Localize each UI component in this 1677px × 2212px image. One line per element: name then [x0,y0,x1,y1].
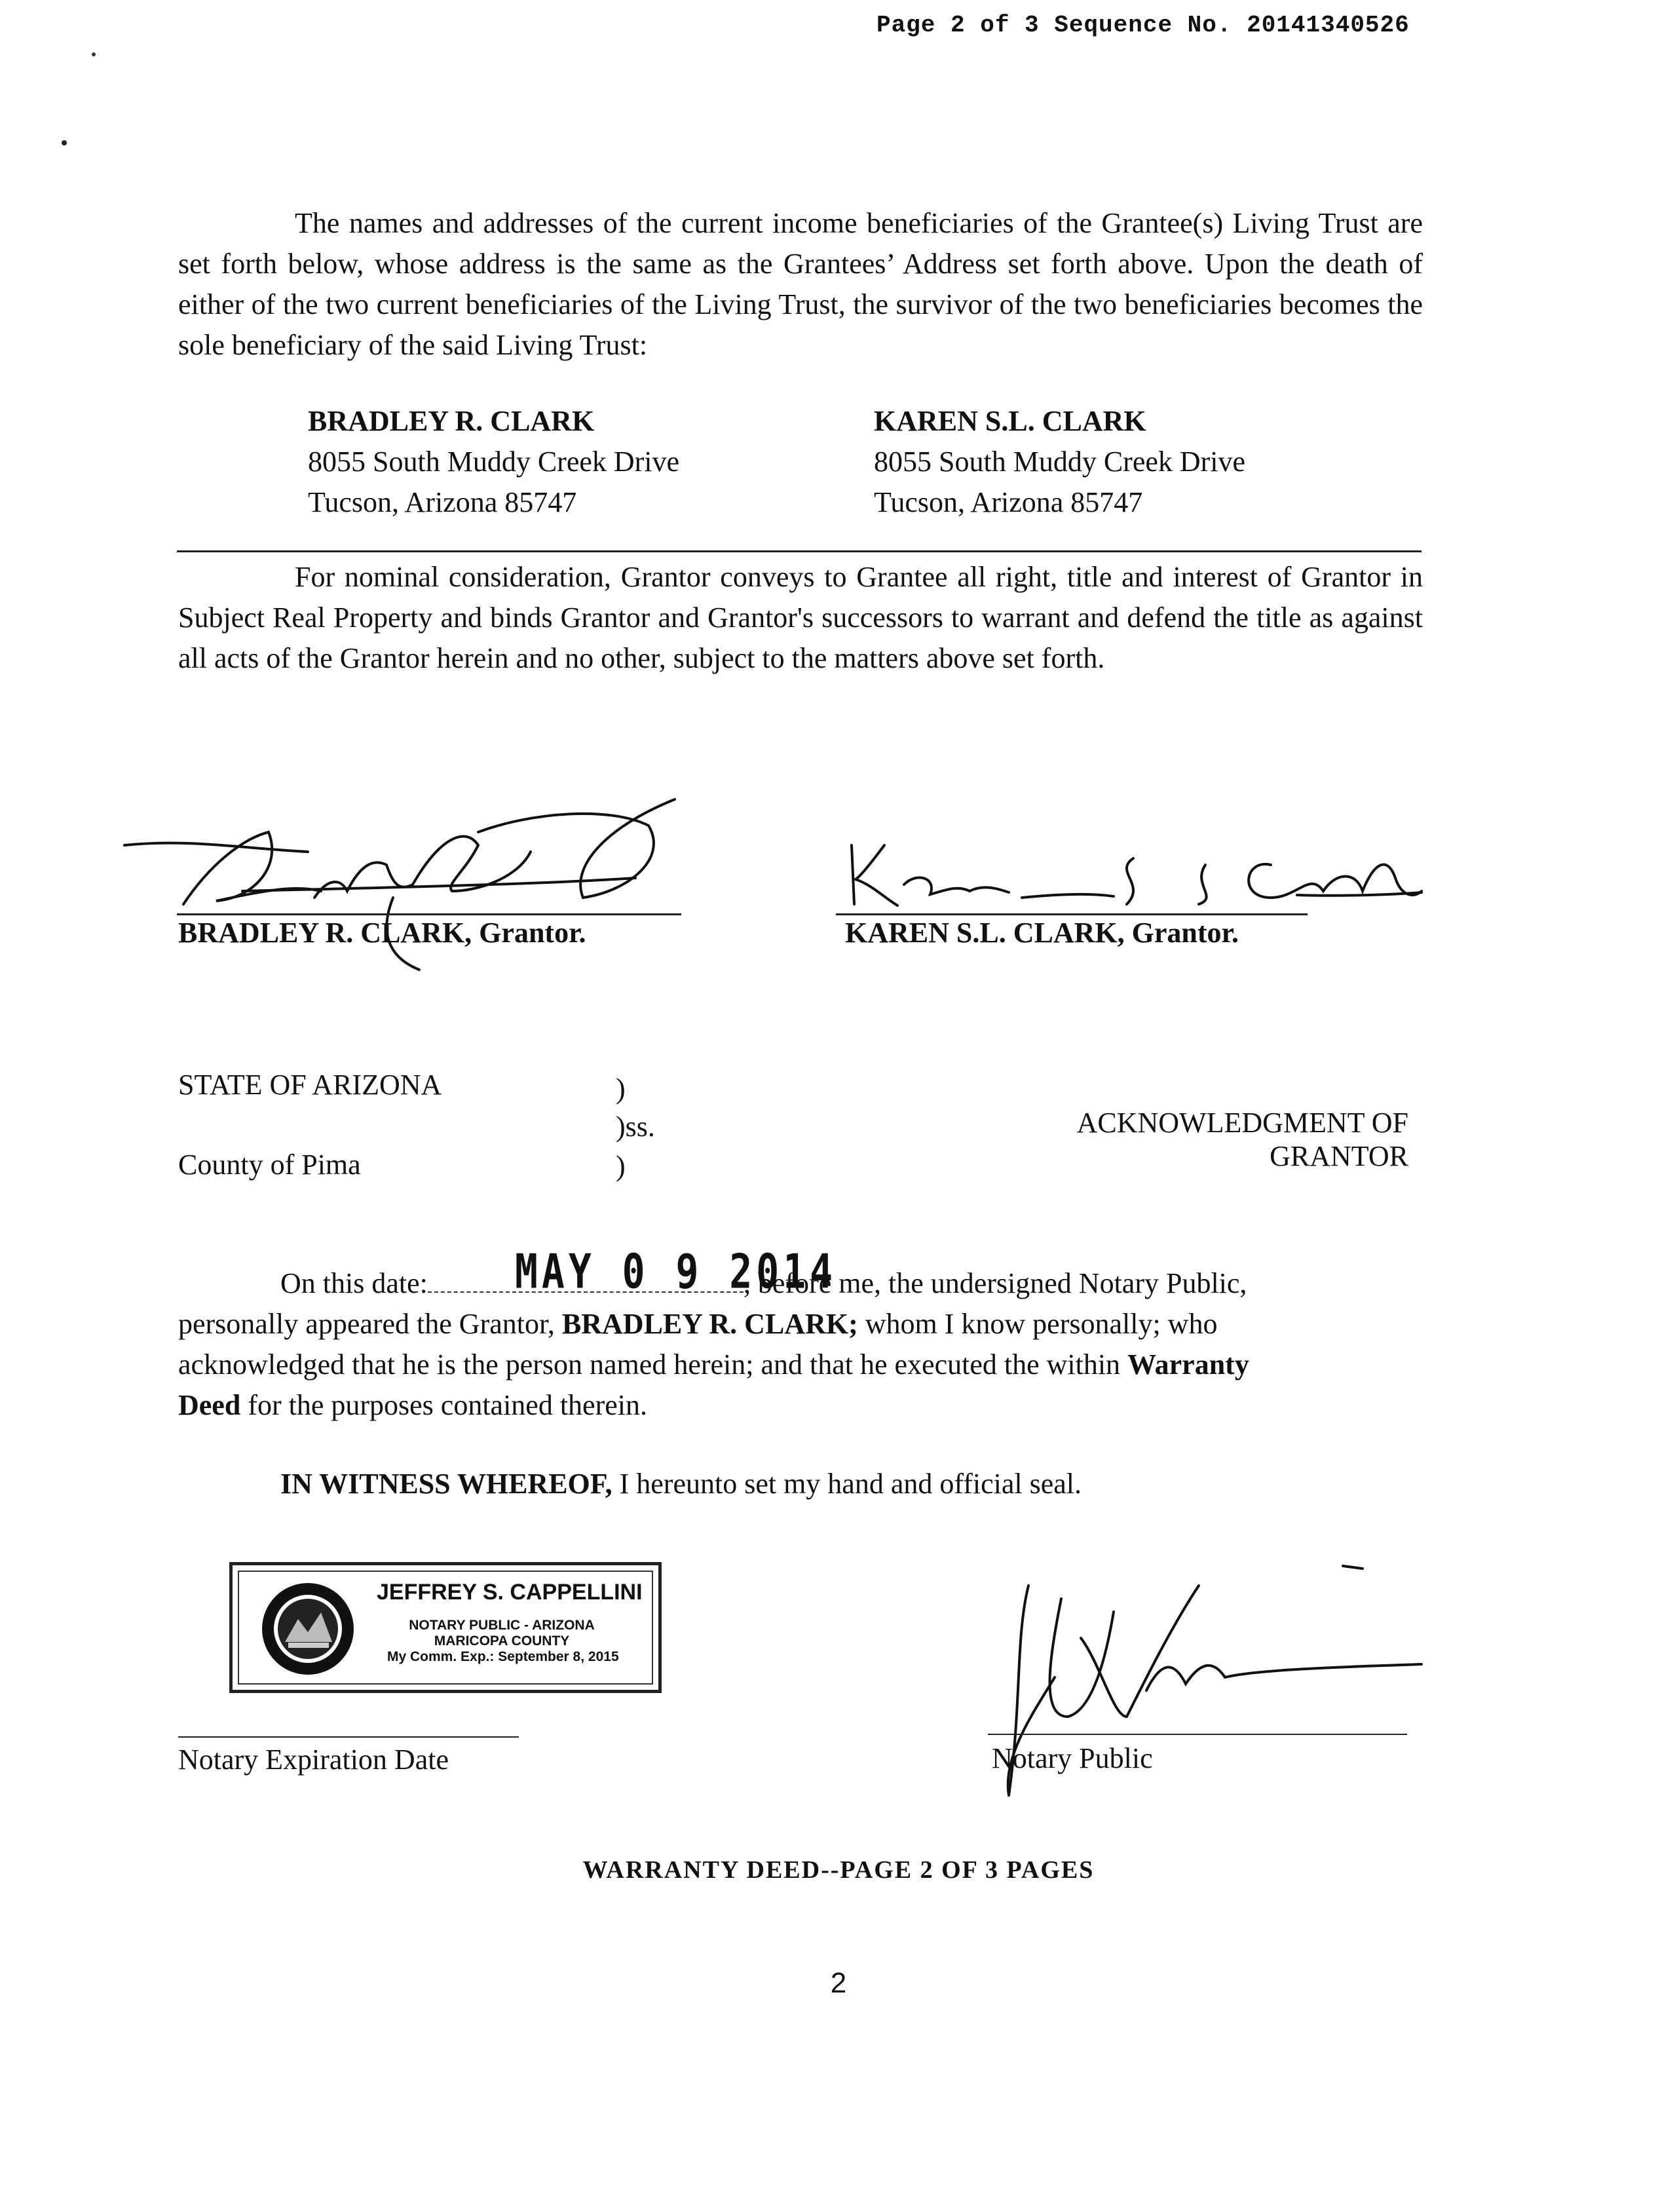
grantor2-signature [838,832,1428,924]
acknowledgment-paragraph: On this date: , before me, the undersigned Notary Public, personally appeared the Grantor, BRADLEY R. CLARK; whom I know personally; who acknowledged that he is the person named herein; and that he executed the within Warranty Deed for the purposes contained therein. [178,1267,1249,1421]
venue-paren: ) [616,1073,626,1105]
grantor1-label: BRADLEY R. CLARK, Grantor. [178,917,586,949]
witness-line [280,1464,1082,1504]
acknowledgment-heading-line2: GRANTOR [1270,1140,1408,1172]
beneficiary-name: BRADLEY R. CLARK [308,405,595,437]
beneficiary-city: Tucson, Arizona 85747 [308,486,577,518]
beneficiary-name: KAREN S.L. CLARK [874,405,1146,437]
grantor1-signature [111,786,727,983]
beneficiary-city: Tucson, Arizona 85747 [874,486,1143,518]
venue-paren: ) [616,1150,626,1182]
date-blank [428,1267,744,1293]
venue-ss: )ss. [616,1111,655,1143]
beneficiary-street: 8055 South Muddy Creek Drive [308,446,680,478]
scan-speck [62,140,67,145]
acknowledgment-heading [1077,1106,1408,1173]
notary-signature-line [988,1734,1407,1735]
acknowledgment-heading-line1: ACKNOWLEDGMENT OF [1076,1107,1408,1139]
date-prefix: On this date: [280,1267,428,1299]
notary-public-label: Notary Public [992,1742,1153,1774]
page-number: 2 [830,1967,847,1999]
beneficiary-2 [874,401,1245,523]
grantor1-signature-line [177,913,681,915]
beneficiaries-paragraph: The names and addresses of the current income beneficiaries of the Grantee(s) Living Trust are set forth below, whose address is the same as the Grantees’ Address set forth above. Upon the death of either of the two current beneficiaries of the Living Trust, the survivor of the two beneficiaries becomes the sole beneficiary of the said Living Trust: [178,207,1423,361]
beneficiary-street: 8055 South Muddy Creek Drive [874,446,1246,478]
venue-state: STATE OF ARIZONA [178,1069,442,1101]
date-stamp: MAY 0 9 2014 [515,1244,837,1299]
notary-seal [229,1562,662,1693]
venue-county: County of Pima [178,1149,361,1181]
conveyance-paragraph: For nominal consideration, Grantor conveys to Grantee all right, title and interest of Grantor in Subject Real Property and binds Grantor and Grantor's successors to warrant and defend the title as against all acts of the Grantor herein and no other, subject to the matters above set forth. [178,561,1423,674]
date-suffix: , before me, the undersigned Notary Public, [743,1267,1247,1299]
document-footer-title: WARRANTY DEED--PAGE 2 OF 3 PAGES [582,1856,1095,1884]
sequence-header: Page 2 of 3 Sequence No. 20141340526 [876,12,1410,39]
notary-seal-details: NOTARY PUBLIC - ARIZONA MARICOPA COUNTY My Comm. Exp.: September 8, 2015 [387,1618,619,1664]
grantor2-label: KAREN S.L. CLARK, Grantor. [845,917,1239,949]
section-divider [177,550,1422,552]
beneficiary-1 [308,401,679,523]
expiration-line [178,1736,519,1738]
notary-seal-name: JEFFREY S. CAPPELLINI [377,1580,643,1605]
scan-speck [92,52,96,56]
witness-text: I hereunto set my hand and official seal. [612,1468,1082,1500]
arizona-state-seal-icon [259,1580,357,1678]
acknowledged-grantor-name: BRADLEY R. CLARK; [561,1308,858,1340]
witness-heading: IN WITNESS WHEREOF, [280,1468,612,1500]
grantor2-signature-line [836,913,1308,915]
notary-expiration-label: Notary Expiration Date [178,1744,449,1776]
